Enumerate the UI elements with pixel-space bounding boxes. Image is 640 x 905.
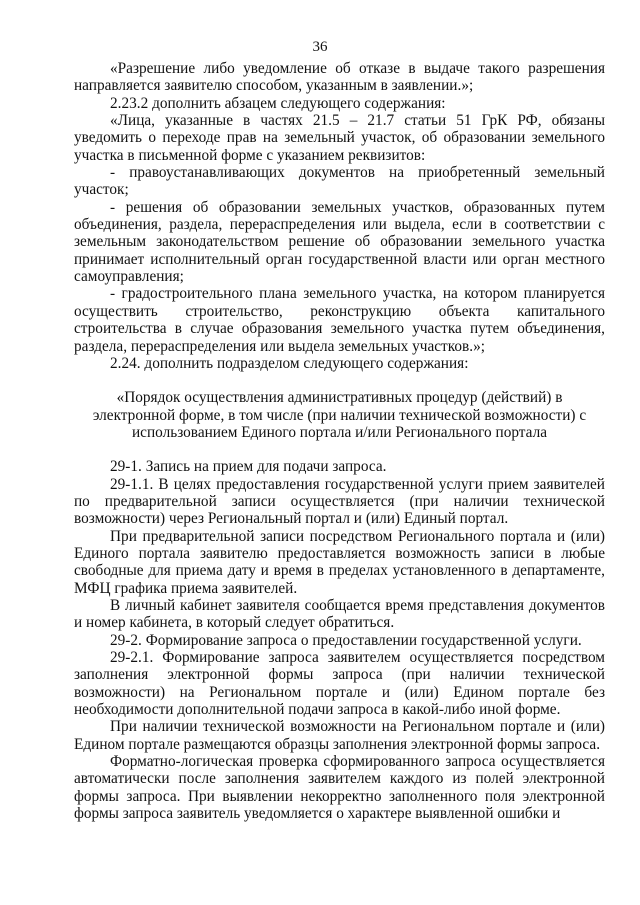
paragraph: - правоустанавливающих документов на приобретенный земельный участок;	[74, 164, 605, 199]
paragraph: 29-1. Запись на прием для подачи запроса.	[110, 458, 387, 476]
paragraph: - градостроительного плана земельного участка, на котором планируется осуществить строительство, реконструкцию объекта капитального строительства в случае образования земельного участка путем объединения, раздела, перераспределения или выдела земельных участков.»;	[74, 285, 605, 355]
paragraph: 29-2.1. Формирование запроса заявителем осуществляется посредством заполнения электронной формы запроса (при наличии технической возможности) на Региональном портале и (или) Едином портале без необходимости дополнительной подачи запроса в какой-либо иной форме.	[74, 649, 605, 719]
paragraph: 2.23.2 дополнить абзацем следующего содержания:	[110, 94, 446, 112]
paragraph: 29-1.1. В целях предоставления государственной услуги прием заявителей по предварительной записи осуществляется (при наличии технической возможности) через Региональный портал и (или) Единый портал.	[74, 475, 605, 528]
paragraph: В личный кабинет заявителя сообщается время представления документов и номер кабинета, в который следует обратиться.	[74, 596, 605, 632]
paragraph: «Разрешение либо уведомление об отказе в выдаче такого разрешения направляется заявителю способом, указанным в заявлении.»;	[74, 60, 605, 95]
paragraph: 2.24. дополнить подразделом следующего содержания:	[110, 354, 469, 372]
section-heading: «Порядок осуществления административных процедур (действий) в электронной форме, в том числе (при наличии технической возможности) с использованием Единого портала и/или Регионального портала	[92, 389, 587, 441]
paragraph: «Лица, указанные в частях 21.5 – 21.7 статьи 51 ГрК РФ, обязаны уведомить о переходе прав на земельный участок, об образовании земельного участка в письменной форме с указанием реквизитов:	[74, 112, 605, 164]
paragraph: 29-2. Формирование запроса о предоставлении государственной услуги.	[110, 631, 582, 649]
page-number: 36	[312, 39, 328, 55]
document-body	[74, 60, 605, 822]
paragraph: Форматно-логическая проверка сформированного запроса осуществляется автоматически после заполнения заявителем каждого из полей электронной формы запроса. При выявлении некорректно заполненного поля электронной формы запроса заявитель уведомляется о характере выявленной ошибки и	[74, 753, 605, 823]
paragraph: При наличии технической возможности на Региональном портале и (или) Едином портале размещаются образцы заполнения электронной формы запроса.	[74, 718, 605, 753]
paragraph: - решения об образовании земельных участков, образованных путем объединения, раздела, перераспределения или выдела, если в соответствии с земельным законодательством решение об образовании земельного участка принимает исполнительный орган государственной власти или орган местного самоуправления;	[74, 198, 605, 286]
paragraph: При предварительной записи посредством Регионального портала и (или) Единого портала заявителю предоставляется возможность записи в любые свободные для приема дату и время в пределах установленного в департаменте, МФЦ графика приема заявителей.	[74, 527, 605, 597]
